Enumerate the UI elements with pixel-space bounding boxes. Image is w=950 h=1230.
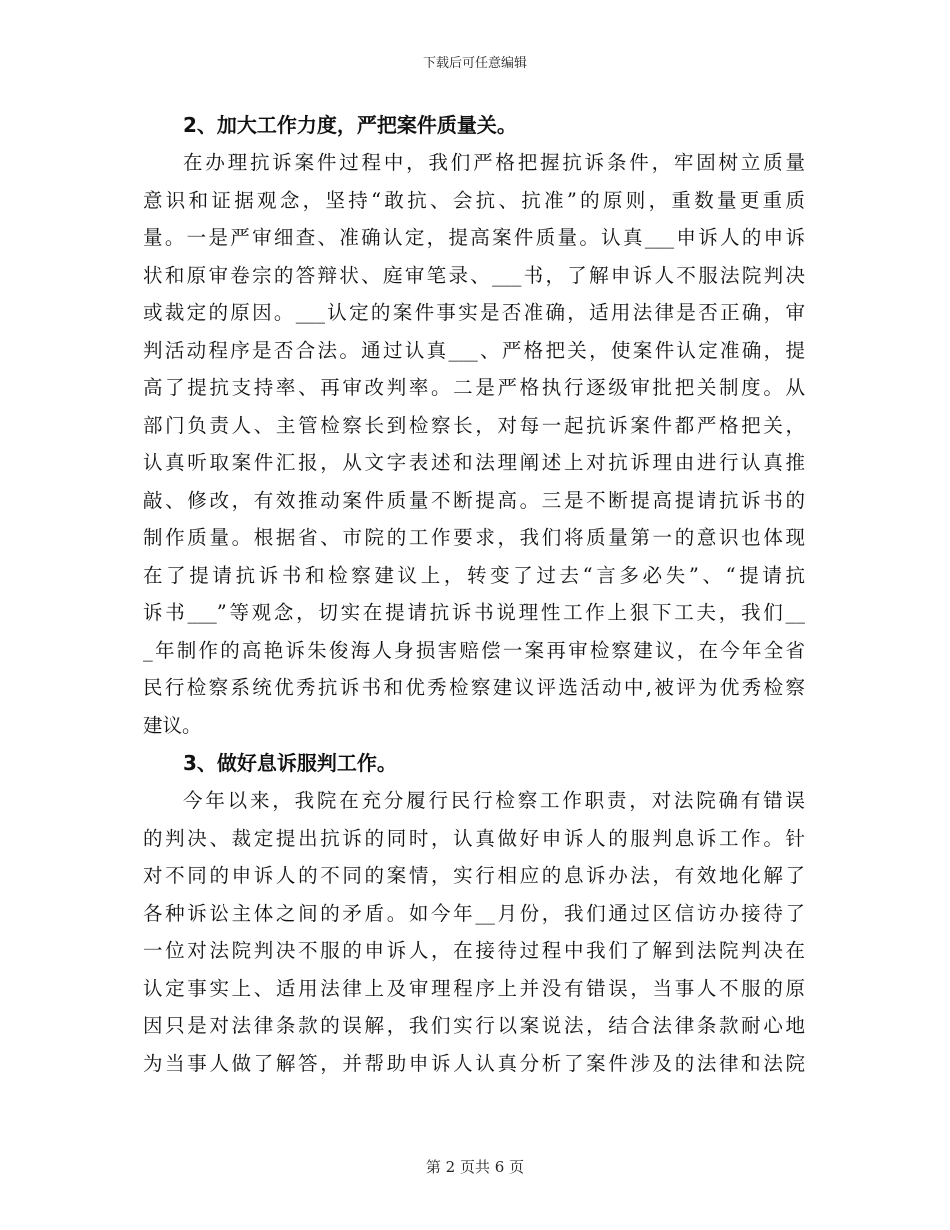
paragraph-line: 状和原审卷宗的答辩状、庭审笔录、___书，了解申诉人不服法院判决 bbox=[143, 263, 805, 287]
page-number-footer: 第 2 页共 6 页 bbox=[425, 1158, 525, 1176]
paragraph-line: 因只是对法律条款的误解，我们实行以案说法，结合法律条款耐心地 bbox=[143, 1014, 805, 1037]
paragraph-line: 敲、修改，有效推动案件质量不断提高。三是不断提高提请抗诉书的 bbox=[143, 488, 805, 512]
paragraph-line: _年制作的高艳诉朱俊海人身损害赔偿一案再审检察建议，在今年全省 bbox=[143, 638, 805, 662]
page-header: 下载后可任意编辑 bbox=[422, 56, 527, 71]
paragraph-line: 量。一是严审细查、准确认定，提高案件质量。认真___申诉人的申诉 bbox=[143, 226, 805, 249]
paragraph-line: 意识和证据观念，坚持“敢抗、会抗、抗准”的原则，重数量更重质 bbox=[143, 188, 805, 212]
section-heading: 2、加大工作力度，严把案件质量关。 bbox=[183, 113, 517, 137]
paragraph-line: 民行检察系统优秀抗诉书和优秀检察建议评选活动中,被评为优秀检察 bbox=[143, 676, 805, 699]
paragraph-line: 认真听取案件汇报，从文字表述和法理阐述上对抗诉理由进行认真推 bbox=[143, 451, 805, 474]
body-paragraph bbox=[143, 782, 805, 1082]
paragraph-line: 对不同的申诉人的不同的案情，实行相应的息诉办法，有效地化解了 bbox=[143, 864, 805, 887]
paragraph-line: 认定事实上、适用法律上及审理程序上并没有错误，当事人不服的原 bbox=[143, 976, 805, 1000]
paragraph-line: 部门负责人、主管检察长到检察长，对每一起抗诉案件都严格把关， bbox=[143, 413, 805, 437]
body-paragraph bbox=[143, 144, 805, 744]
paragraph-line: 或裁定的原因。___认定的案件事实是否准确，适用法律是否正确，审 bbox=[143, 301, 805, 324]
paragraph-line: 的判决、裁定提出抗诉的同时，认真做好申诉人的服判息诉工作。针 bbox=[143, 826, 805, 850]
paragraph-line: 在了提请抗诉书和检察建议上，转变了过去“言多必失”、“提请抗 bbox=[143, 563, 805, 587]
paragraph-line: 诉书___”等观念，切实在提请抗诉书说理性工作上狠下工夫，我们__ bbox=[143, 601, 805, 624]
paragraph-line: 为当事人做了解答，并帮助申诉人认真分析了案件涉及的法律和法院 bbox=[143, 1051, 805, 1075]
paragraph-line: 各种诉讼主体之间的矛盾。如今年__月份，我们通过区信访办接待了 bbox=[143, 901, 805, 925]
section-heading: 3、做好息诉服判工作。 bbox=[183, 751, 397, 775]
paragraph-line: 今年以来，我院在充分履行民行检察工作职责，对法院确有错误 bbox=[183, 789, 805, 812]
paragraph-line: 判活动程序是否合法。通过认真___、严格把关，使案件认定准确，提 bbox=[143, 338, 805, 362]
paragraph-line: 在办理抗诉案件过程中，我们严格把握抗诉条件，牢固树立质量 bbox=[183, 151, 805, 174]
paragraph-line: 制作质量。根据省、市院的工作要求，我们将质量第一的意识也体现 bbox=[143, 526, 805, 549]
paragraph-line: 建议。 bbox=[143, 713, 202, 737]
document-body bbox=[143, 106, 805, 1082]
paragraph-line: 高了提抗支持率、再审改判率。二是严格执行逐级审批把关制度。从 bbox=[143, 376, 805, 399]
paragraph-line: 一位对法院判决不服的申诉人，在接待过程中我们了解到法院判决在 bbox=[143, 939, 805, 962]
